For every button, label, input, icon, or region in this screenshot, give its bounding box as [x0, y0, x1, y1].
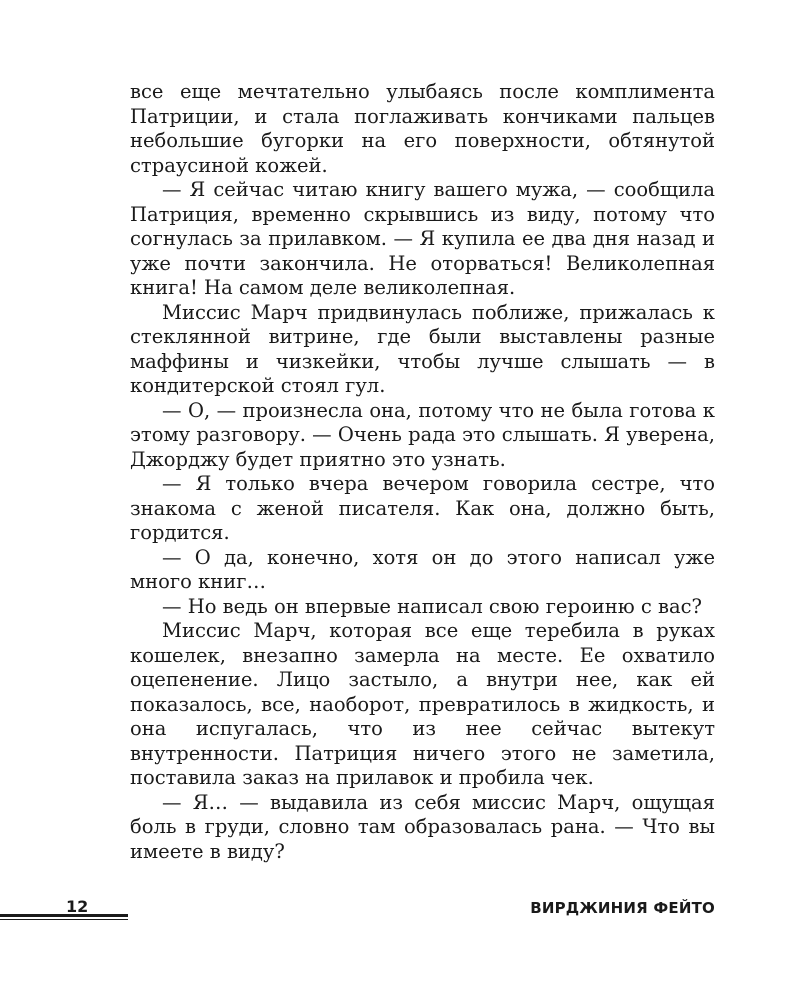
page-number: 12 [66, 897, 89, 916]
paragraph-8: Миссис Марч, которая все еще теребила в руках кошелек, внезапно замерла на месте. Ее охватило оцепенение. Лицо застыло, а внутри нее, как ей показалось, все, наоборот, превратилось в жидкость, и она испугалась, что из нее сейчас вытекут внутренности. Патриция ничего этого не заметила, поставила заказ на прилавок и пробила чек. [130, 619, 715, 789]
paragraph-1: все еще мечтательно улыбаясь после комплимента Патриции, и стала поглаживать кончиками пальцев небольшие бугорки на его поверхности, обтянутой страусиной кожей. [130, 80, 715, 177]
footer-rule [0, 914, 128, 917]
paragraph-7: — Но ведь он впервые написал свою героиню с вас? [162, 594, 702, 618]
paragraph-4: — О, — произнесла она, потому что не была готова к этому разговору. — Очень рада это слышать. Я уверена, Джорджу будет приятно это узнать. [130, 398, 715, 471]
footer-rule-thin [0, 919, 128, 920]
paragraph-5: — Я только вчера вечером говорила сестре, что знакома с женой писателя. Как она, должно быть, гордится. [130, 472, 715, 544]
paragraph-9: — Я… — выдавила из себя миссис Марч, ощущая боль в груди, словно там образовалась рана. — Что вы имеете в виду? [130, 790, 715, 863]
paragraph-3: Миссис Марч придвинулась поближе, прижалась к стеклянной витрине, где были выставлены разные маффины и чизкейки, чтобы лучше слышать — в кондитерской стоял гул. [130, 300, 715, 397]
running-head-author: ВИРДЖИНИЯ ФЕЙТО [530, 899, 715, 917]
paragraph-2: — Я сейчас читаю книгу вашего мужа, — сообщила Патриция, временно скрывшись из виду, потому что согнулась за прилавком. — Я купила ее два дня назад и уже почти закончила. Не оторваться! Великолепная книга! На самом деле великолепная. [130, 178, 715, 299]
body-text [130, 80, 715, 864]
page-footer [0, 898, 800, 928]
paragraph-6: — О да, конечно, хотя он до этого написал уже много книг… [130, 545, 715, 593]
